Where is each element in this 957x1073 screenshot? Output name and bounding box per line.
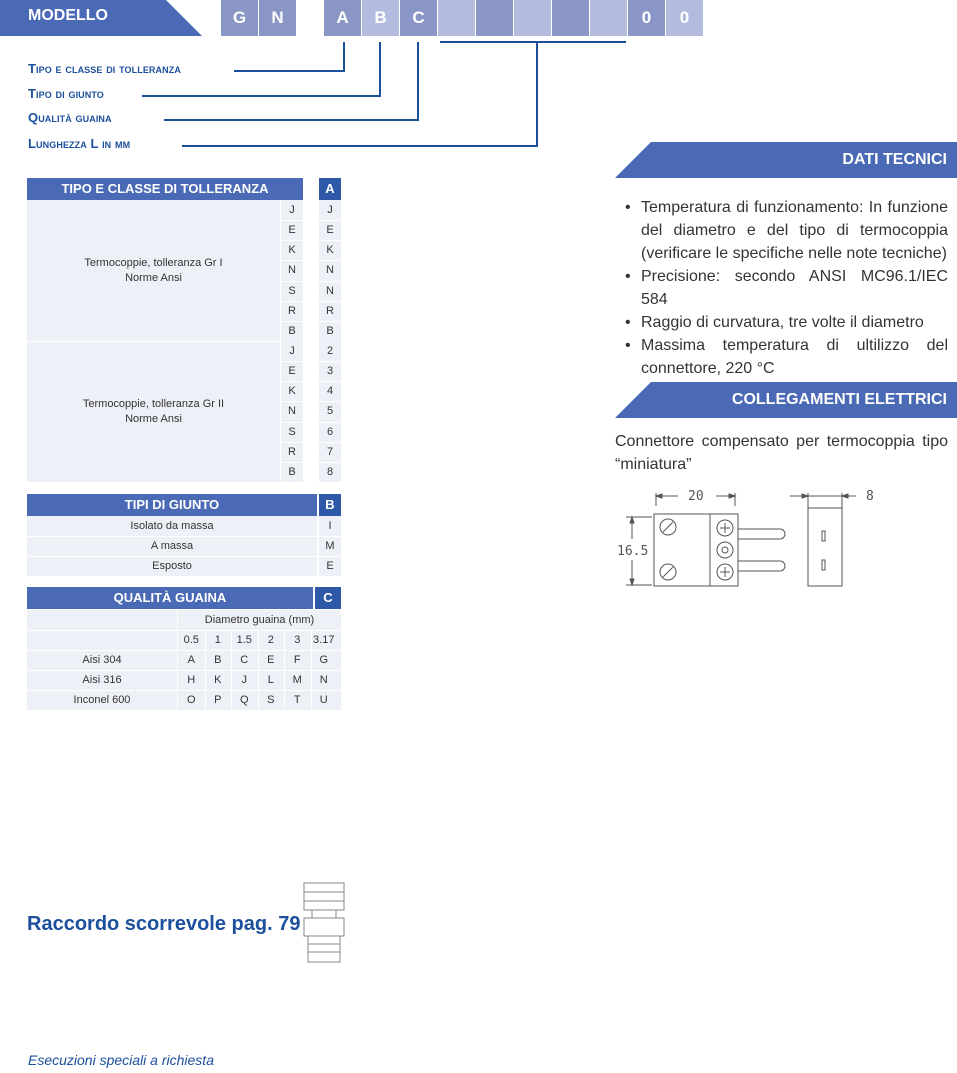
sheath-col-rule xyxy=(205,630,206,710)
tolerance-code-cell: 8 xyxy=(326,465,334,478)
tolerance-type-cell: R xyxy=(288,445,296,458)
tolerance-row-rule xyxy=(281,260,341,261)
tolerance-table-key: A xyxy=(319,178,341,200)
tolerance-type-cell: K xyxy=(288,244,296,257)
sheath-code-cell: U xyxy=(319,694,328,706)
junction-row-label: Isolato da massa xyxy=(130,520,214,532)
sliding-fitting-link[interactable]: Raccordo scorrevole pag. 79 xyxy=(27,913,301,935)
tolerance-type-cell: K xyxy=(288,385,296,398)
tolerance-type-cell: N xyxy=(288,405,296,418)
sliding-fitting-icon xyxy=(300,882,348,966)
sheath-col-rule xyxy=(231,630,232,710)
tolerance-type-cell: J xyxy=(289,204,295,216)
tolerance-code-cell: 6 xyxy=(326,425,334,438)
tolerance-code-cell: E xyxy=(326,224,334,237)
tech-data-title: DATI TECNICI xyxy=(842,151,947,168)
model-code-g: G xyxy=(221,0,258,36)
tolerance-row-rule xyxy=(281,321,341,322)
sheath-code-cell: H xyxy=(187,674,196,686)
tolerance-type-cell: N xyxy=(288,264,296,277)
sheath-diameter-cell: 2 xyxy=(267,634,274,646)
sheath-table-key: C xyxy=(315,587,341,609)
sheath-row-rule xyxy=(27,690,341,691)
sheath-code-cell: L xyxy=(267,674,274,686)
legend-item-junction: Tipo di giunto xyxy=(28,86,104,101)
junction-row-code: E xyxy=(326,560,334,572)
sheath-code-cell: G xyxy=(319,654,329,666)
sheath-code-cell: Q xyxy=(239,694,249,706)
legend-item-sheath: Qualità guaina xyxy=(28,110,112,125)
tech-item: • Precisione: secondo ANSI MC96.1/IEC 584 xyxy=(620,265,948,311)
tolerance-code-cell: N xyxy=(326,284,334,297)
junction-table-key: B xyxy=(319,494,341,516)
model-code-b: B xyxy=(362,0,399,36)
sheath-material-label: Aisi 304 xyxy=(82,654,122,666)
electrical-title: COLLEGAMENTI ELETTRICI xyxy=(731,391,947,408)
tolerance-code-cell: 5 xyxy=(326,405,334,418)
sheath-code-cell: E xyxy=(267,654,275,666)
sheath-diameter-cell: 1.5 xyxy=(236,634,252,646)
sheath-code-cell: T xyxy=(293,694,301,706)
model-code-n: N xyxy=(259,0,296,36)
junction-row-label: Esposto xyxy=(152,560,192,572)
sheath-code-cell: C xyxy=(240,654,249,666)
junction-table-header: TIPI DI GIUNTO xyxy=(27,494,317,516)
sheath-table-header: QUALITÀ GUAINA xyxy=(27,587,313,609)
tolerance-type-cell: J xyxy=(289,344,295,357)
sheath-code-cell: B xyxy=(214,654,222,666)
tolerance-table-header: TIPO E CLASSE DI TOLLERANZA xyxy=(27,178,303,200)
dim-depth-label: 8 xyxy=(866,489,874,504)
tolerance-row-rule xyxy=(281,281,341,282)
tolerance-type-cell: B xyxy=(288,324,296,337)
model-code-a: A xyxy=(324,0,361,36)
tolerance-row-rule xyxy=(281,462,341,463)
tolerance-code-cell: 7 xyxy=(326,445,334,458)
tolerance-type-cell: R xyxy=(288,304,296,317)
tolerance-row-rule xyxy=(281,401,341,402)
model-label: MODELLO xyxy=(28,7,108,24)
tech-item: • Raggio di curvatura, tre volte il diametro xyxy=(620,311,948,334)
sheath-code-cell: J xyxy=(241,674,247,686)
tolerance-code-cell: 2 xyxy=(326,344,334,357)
sheath-diameter-cell: 3.17 xyxy=(313,634,335,646)
sheath-code-cell: N xyxy=(319,674,328,686)
tolerance-row-rule xyxy=(281,361,341,362)
legend-item-length: Lunghezza L in mm xyxy=(28,136,131,151)
tolerance-code-cell: 3 xyxy=(326,365,334,378)
tolerance-type-cell: S xyxy=(288,284,296,297)
junction-row-code: I xyxy=(328,520,332,532)
tolerance-row-rule xyxy=(281,442,341,443)
sheath-subheader: Diametro guaina (mm) xyxy=(204,614,315,626)
sheath-col-rule xyxy=(258,630,259,710)
tech-item: • Temperatura di funzionamento: In funzione del diametro e del tipo di termocoppia (verificare le specifiche nelle note tecniche) xyxy=(620,196,948,265)
sheath-code-cell: O xyxy=(186,694,196,706)
tech-data-banner xyxy=(615,142,957,178)
tolerance-type-cell: S xyxy=(288,425,296,438)
tolerance-type-cell: E xyxy=(288,365,296,378)
tolerance-row-rule xyxy=(281,220,341,221)
connector-drawing xyxy=(612,484,882,594)
tolerance-code-cell: J xyxy=(327,204,333,216)
sheath-diameter-cell: 3 xyxy=(294,634,301,646)
special-execution-note: Esecuzioni speciali a richiesta xyxy=(28,1052,214,1068)
legend-item-tolerance: Tipo e classe di tolleranza xyxy=(28,61,181,76)
tolerance-type-cell: E xyxy=(288,224,296,237)
tolerance-group-1-label: Termocoppie, tolleranza Gr I Norme Ansi xyxy=(84,257,223,284)
sheath-col-rule xyxy=(177,610,178,710)
tolerance-row-rule xyxy=(281,301,341,302)
tech-data-list xyxy=(620,196,948,380)
junction-row-code: M xyxy=(325,540,335,552)
tolerance-row-rule xyxy=(281,422,341,423)
tolerance-code-cell: 4 xyxy=(326,385,334,398)
tolerance-row-rule xyxy=(281,381,341,382)
model-code-c: C xyxy=(400,0,437,36)
model-code-zero-1: 0 xyxy=(628,0,665,36)
electrical-description: Connettore compensato per termocoppia tipo “miniatura” xyxy=(615,433,948,473)
sheath-code-cell: K xyxy=(214,674,222,686)
sheath-material-label: Inconel 600 xyxy=(73,694,131,706)
tolerance-code-cell: R xyxy=(326,304,334,317)
tolerance-group-2-label: Termocoppie, tolleranza Gr II Norme Ansi xyxy=(82,398,225,425)
legend-leader-lines xyxy=(0,0,957,160)
sheath-row-rule xyxy=(27,650,341,651)
tolerance-row-rule xyxy=(281,240,341,241)
sheath-row-rule xyxy=(27,630,341,631)
tolerance-code-cell: K xyxy=(326,244,334,257)
sheath-code-cell: P xyxy=(214,694,222,706)
sheath-code-cell: A xyxy=(187,654,195,666)
sheath-material-label: Aisi 316 xyxy=(82,674,122,686)
sheath-col-rule xyxy=(311,630,312,710)
tech-item: • Massima temperatura di ultilizzo del connettore, 220 °C xyxy=(620,334,948,380)
sheath-row-rule xyxy=(27,670,341,671)
electrical-banner xyxy=(615,382,957,418)
model-code-zero-2: 0 xyxy=(666,0,703,36)
dim-height-label: 16.5 xyxy=(617,544,649,559)
dim-width-label: 20 xyxy=(688,489,704,504)
sheath-diameter-cell: 1 xyxy=(214,634,221,646)
tolerance-code-cell: B xyxy=(326,324,334,337)
tolerance-type-cell: B xyxy=(288,465,296,478)
sheath-diameter-cell: 0.5 xyxy=(183,634,199,646)
tolerance-group-divider xyxy=(27,341,280,342)
sheath-code-cell: F xyxy=(293,654,301,666)
tolerance-code-cell: N xyxy=(326,264,334,277)
sheath-col-rule xyxy=(284,630,285,710)
sheath-code-cell: M xyxy=(292,674,302,686)
sheath-code-cell: S xyxy=(267,694,275,706)
junction-row-label: A massa xyxy=(150,540,194,552)
